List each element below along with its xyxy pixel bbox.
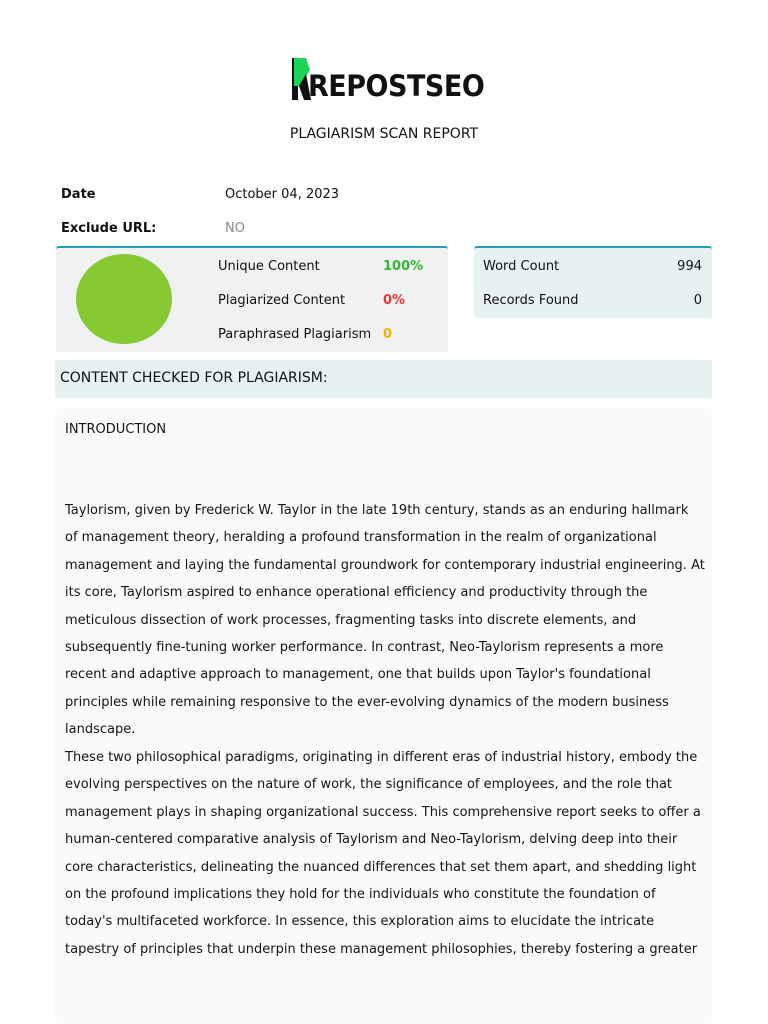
plagiarized-content-label: Plagiarized Content [218,293,346,308]
records-found-value: 0 [693,293,702,308]
word-count-label: Word Count [483,259,560,274]
plagiarized-content-value: 0% [383,293,406,308]
records-found-label: Records Found [483,293,579,308]
exclude-url-value: NO [225,221,245,236]
logo-wordmark: REPOSTSEO [308,69,485,103]
content-paragraph: These two philosophical paradigms, originating in different eras of industrial history, embody the evolving perspectives on the nature of work, the significance of employees, and the role that management plays in shaping organizational success. This comprehensive report seeks to offer a human-centered comparative analysis of Taylorism and Neo-Taylorism, delving deep into their core characteristics, delineating the nuanced differences that set them apart, and shedding light on the profound implications they hold for the individuals who constitute the foundation of today's multifaceted workforce. In essence, this exploration aims to elucidate the intricate tapestry of principles that underpin these management philosophies, thereby fostering a greater [65,750,701,957]
plagiarism-pie-chart [76,254,172,344]
unique-content-label: Unique Content [218,259,320,274]
date-value: October 04, 2023 [225,187,340,202]
report-title: PLAGIARISM SCAN REPORT [289,126,479,142]
date-label: Date [61,187,96,202]
content-checked-title: CONTENT CHECKED FOR PLAGIARISM: [60,370,328,386]
content-paragraph: Taylorism, given by Frederick W. Taylor in the late 19th century, stands as an enduring hallmark of management theory, heralding a profound transformation in the realm of organizational management and laying the fundamental groundwork for contemporary industrial engineering. At its core, Taylorism aspired to enhance operational efficiency and productivity through the meticulous dissection of work processes, fragmenting tasks into discrete elements, and subsequently fine-tuning worker performance. In contrast, Neo-Taylorism represents a more recent and adaptive approach to management, one that builds upon Taylor's foundational principles while remaining responsive to the ever-evolving dynamics of the modern business landscape. [65,503,705,738]
paraphrased-plagiarism-value: 0 [383,327,393,342]
unique-content-value: 100% [383,259,424,274]
content-checked-header [55,360,712,398]
paraphrased-plagiarism-label: Paraphrased Plagiarism [218,327,372,342]
prepostseo-logo [290,56,485,104]
plagiarism-stats-panel [56,246,448,352]
word-count-value: 994 [677,259,702,274]
exclude-url-label: Exclude URL: [61,221,157,236]
content-heading: INTRODUCTION [65,422,167,437]
checked-content-body [55,408,712,1024]
word-count-panel [474,246,712,318]
